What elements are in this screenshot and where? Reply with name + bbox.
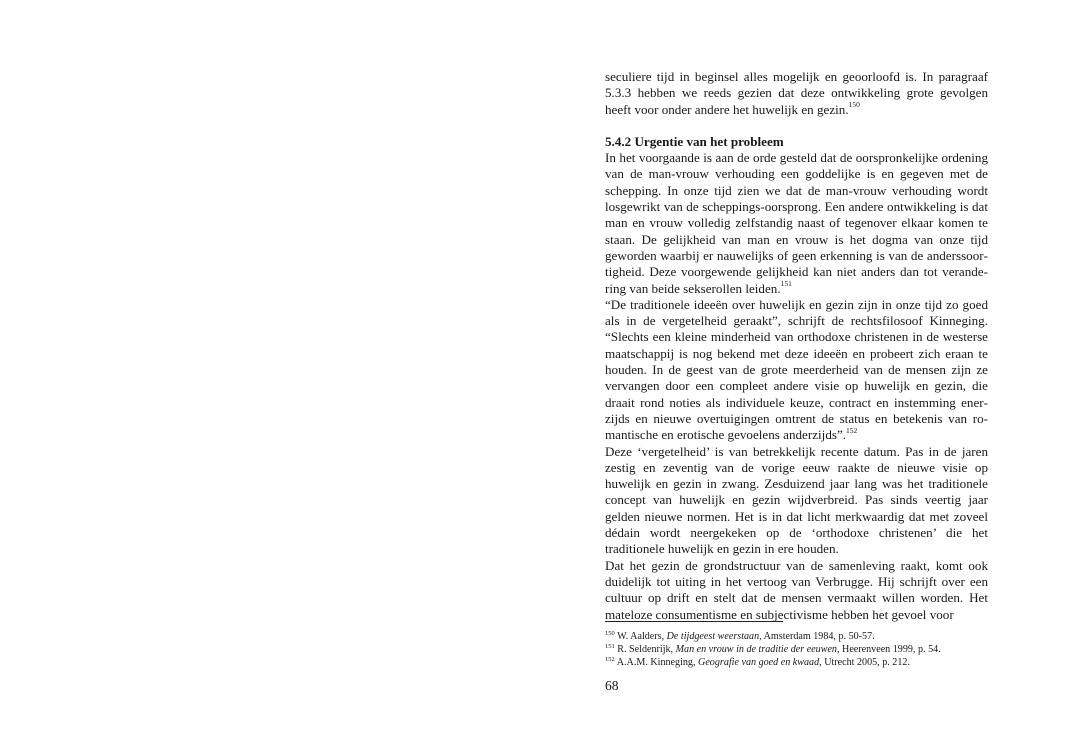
footnote: $^{151}$ R. Seldenrijk, Man en vrouw in de traditie der eeuwen, Heerenveen 1999, p. 54.	[605, 642, 941, 656]
footnote-ref-152: 152	[846, 425, 858, 435]
footnote: $^{150}$ W. Aalders, De tijdgeest weerstaan, Amsterdam 1984, p. 50-57.	[605, 629, 875, 642]
footnote-ref-150: 150	[848, 100, 860, 110]
footnote-divider	[605, 621, 783, 622]
paragraph-2: In het voorgaande is aan de orde gesteld dat de oorspronkelijke ordening van de man-vrouw verhouding een goddelijke is en gegeven met de schepping. In onze tijd zien we dat de man-vrouw verhouding wordt losgewrikt van de scheppings-oorsprong. Een andere ontwikkeling is dat man en vrouw volledig zelfstandig naast of tegenover elkaar komen te staan. De gelijkheid van man en vrouw is het dogma van onze tijd geworden waarbij er nauwelijks of geen erkenning is van de anderssoortigheid. Deze voorgewende gelijkheid kan niet anders dan tot verandering van beide sekserollen leiden.$^{151}$	[605, 150, 988, 296]
footnote: $^{152}$ A.A.M. Kinneging, Geografie van goed en kwaad, Utrecht 2005, p. 212.	[605, 656, 910, 669]
paragraph-3: “De traditionele ideeën over huwelijk en gezin zijn in onze tijd zo goed als in de vergetelheid geraakt”, schrijft de rechtsfilosoof Kinneging. “Slechts een kleine minderheid van orthodoxe christenen in de westerse maatschappij is nog bekend met deze ideeën en probeert zich eraan te houden. In de geest van de grote meerderheid van de mensen zijn ze vervangen door een compleet andere visie op huwelijk en gezin, die draait rond noties als individuele keuze, contract en instemming enerzijds en nieuwe overtuigingen omtrent de status en betekenis van romantische en erotische gevoelens anderzijds”.$^{152}$	[605, 296, 988, 443]
main-text-column	[605, 69, 988, 623]
page-number: 68	[605, 678, 619, 693]
footnote-ref-151: 151	[780, 279, 792, 289]
paragraph-1: seculiere tijd in beginsel alles mogelijk en geoorloofd is. In paragraaf 5.3.3 hebben we reeds gezien dat deze ontwikkeling grote gevolgen heeft voor onder andere het huwelijk en gezin.$^{150}$	[605, 69, 988, 117]
footnotes	[605, 630, 1005, 670]
section-heading: 5.4.2 Urgentie van het probleem	[605, 133, 784, 149]
paragraph-5: Dat het gezin de grondstructuur van de samenleving raakt, komt ook duidelijk tot uiting in het vertoog van Verbrugge. Hij schrijft over een cultuur op drift en stelt dat de mensen vermaakt willen worden. Het mateloze consumentisme en subjectivisme hebben het gevoel voor	[605, 557, 988, 622]
paragraph-4: Deze ‘vergetelheid’ is van betrekkelijk recente datum. Pas in de jaren zestig en zeventig van de vorige eeuw raakte de nieuwe visie op huwelijk en gezin in zwang. Zesduizend jaar lang was het traditionele concept van huwelijk en gezin wijdverbreid. Pas sinds veertig jaar gelden nieuwe normen. Het is in dat licht merkwaardig dat met zoveel dédain wordt neergekeken op de ‘orthodoxe christenen’ die het traditionele huwelijk en gezin in ere houden.	[605, 443, 988, 557]
